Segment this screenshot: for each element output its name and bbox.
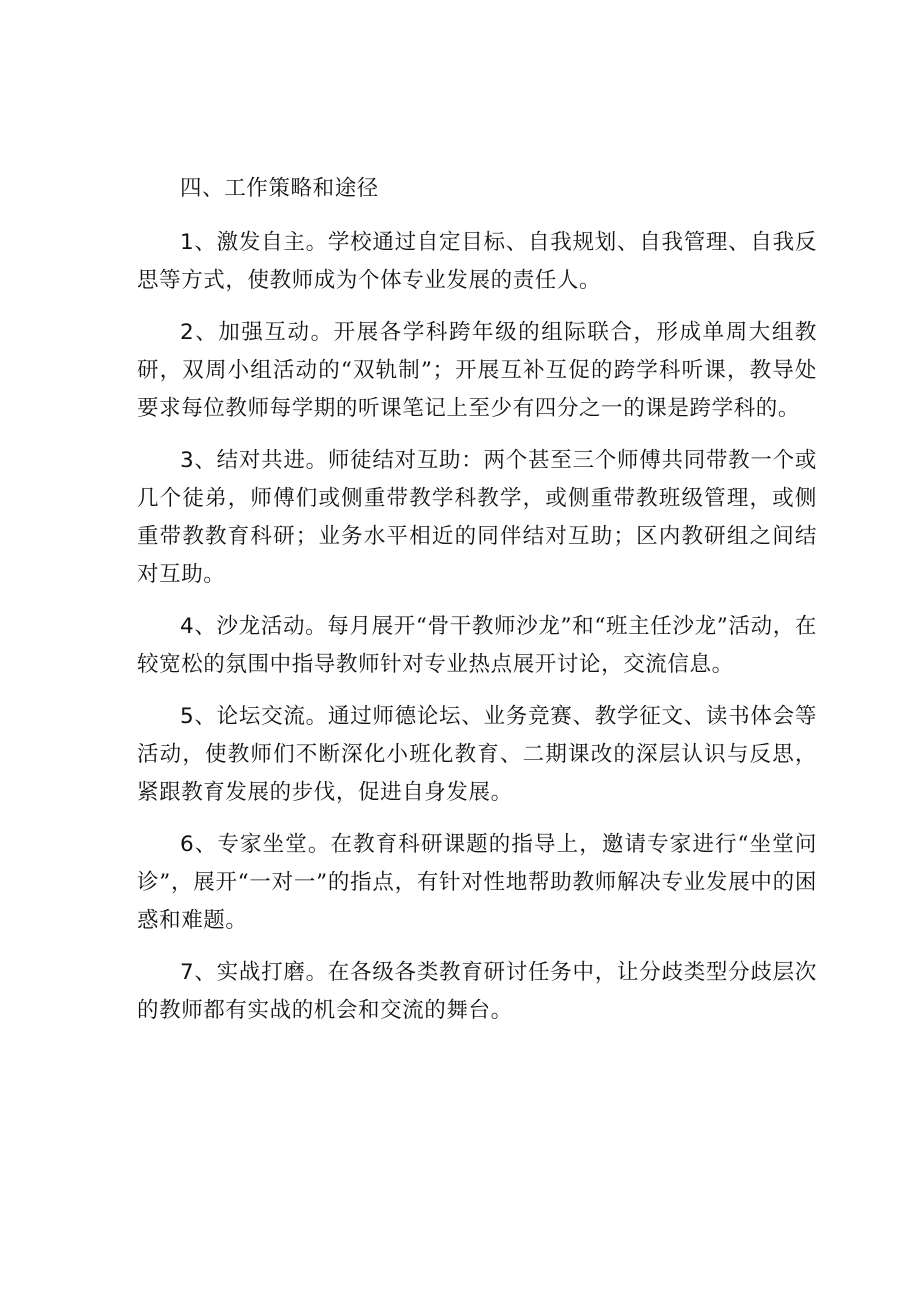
item-number: 4 [180, 614, 195, 639]
item-text: 、专家坐堂。在教育科研课题的指导上，邀请专家进行“坐堂问诊”，展开“一对一”的指点，有针对性地帮助教师解决专业发展中的困惑和难题。 [137, 832, 817, 933]
item-number: 6 [180, 832, 195, 857]
item-number: 7 [180, 960, 195, 985]
paragraph-item-2 [137, 314, 817, 428]
section-heading: 四、工作策略和途径 [180, 176, 379, 201]
item-text: 、结对共进。师徒结对互助：两个甚至三个师傅共同带教一个或几个徒弟，师傅们或侧重带教学科教学，或侧重带教班级管理，或侧重带教教育科研；业务水平相近的同伴结对互助；区内教研组之间结对互助。 [137, 448, 817, 587]
item-number: 1 [180, 230, 195, 255]
item-text: 、加强互动。开展各学科跨年级的组际联合，形成单周大组教研，双周小组活动的“双轨制”；开展互补互促的跨学科听课，教导处要求每位教师每学期的听课笔记上至少有四分之一的课是跨学科的。 [137, 320, 817, 421]
item-number: 3 [180, 448, 195, 473]
paragraph-item-4 [137, 608, 817, 684]
item-text: 、沙龙活动。每月展开“骨干教师沙龙”和“班主任沙龙”活动，在较宽松的氛围中指导教师针对专业热点展开讨论，交流信息。 [137, 614, 817, 677]
document-body [137, 168, 817, 1044]
item-text: 、实战打磨。在各级各类教育研讨任务中，让分歧类型分歧层次的教师都有实战的机会和交流的舞台。 [137, 960, 817, 1023]
item-number: 5 [180, 704, 195, 729]
item-text: 、激发自主。学校通过自定目标、自我规划、自我管理、自我反思等方式，使教师成为个体专业发展的责任人。 [137, 230, 817, 293]
paragraph-item-6 [137, 826, 817, 940]
paragraph-item-3 [137, 442, 817, 594]
item-number: 2 [180, 320, 195, 345]
item-text: 、论坛交流。通过师德论坛、业务竞赛、教学征文、读书体会等活动，使教师们不断深化小班化教育、二期课改的深层认识与反思，紧跟教育发展的步伐，促进自身发展。 [137, 704, 817, 805]
paragraph-item-7 [137, 954, 817, 1030]
paragraph-item-1 [137, 224, 817, 300]
paragraph-item-5 [137, 698, 817, 812]
